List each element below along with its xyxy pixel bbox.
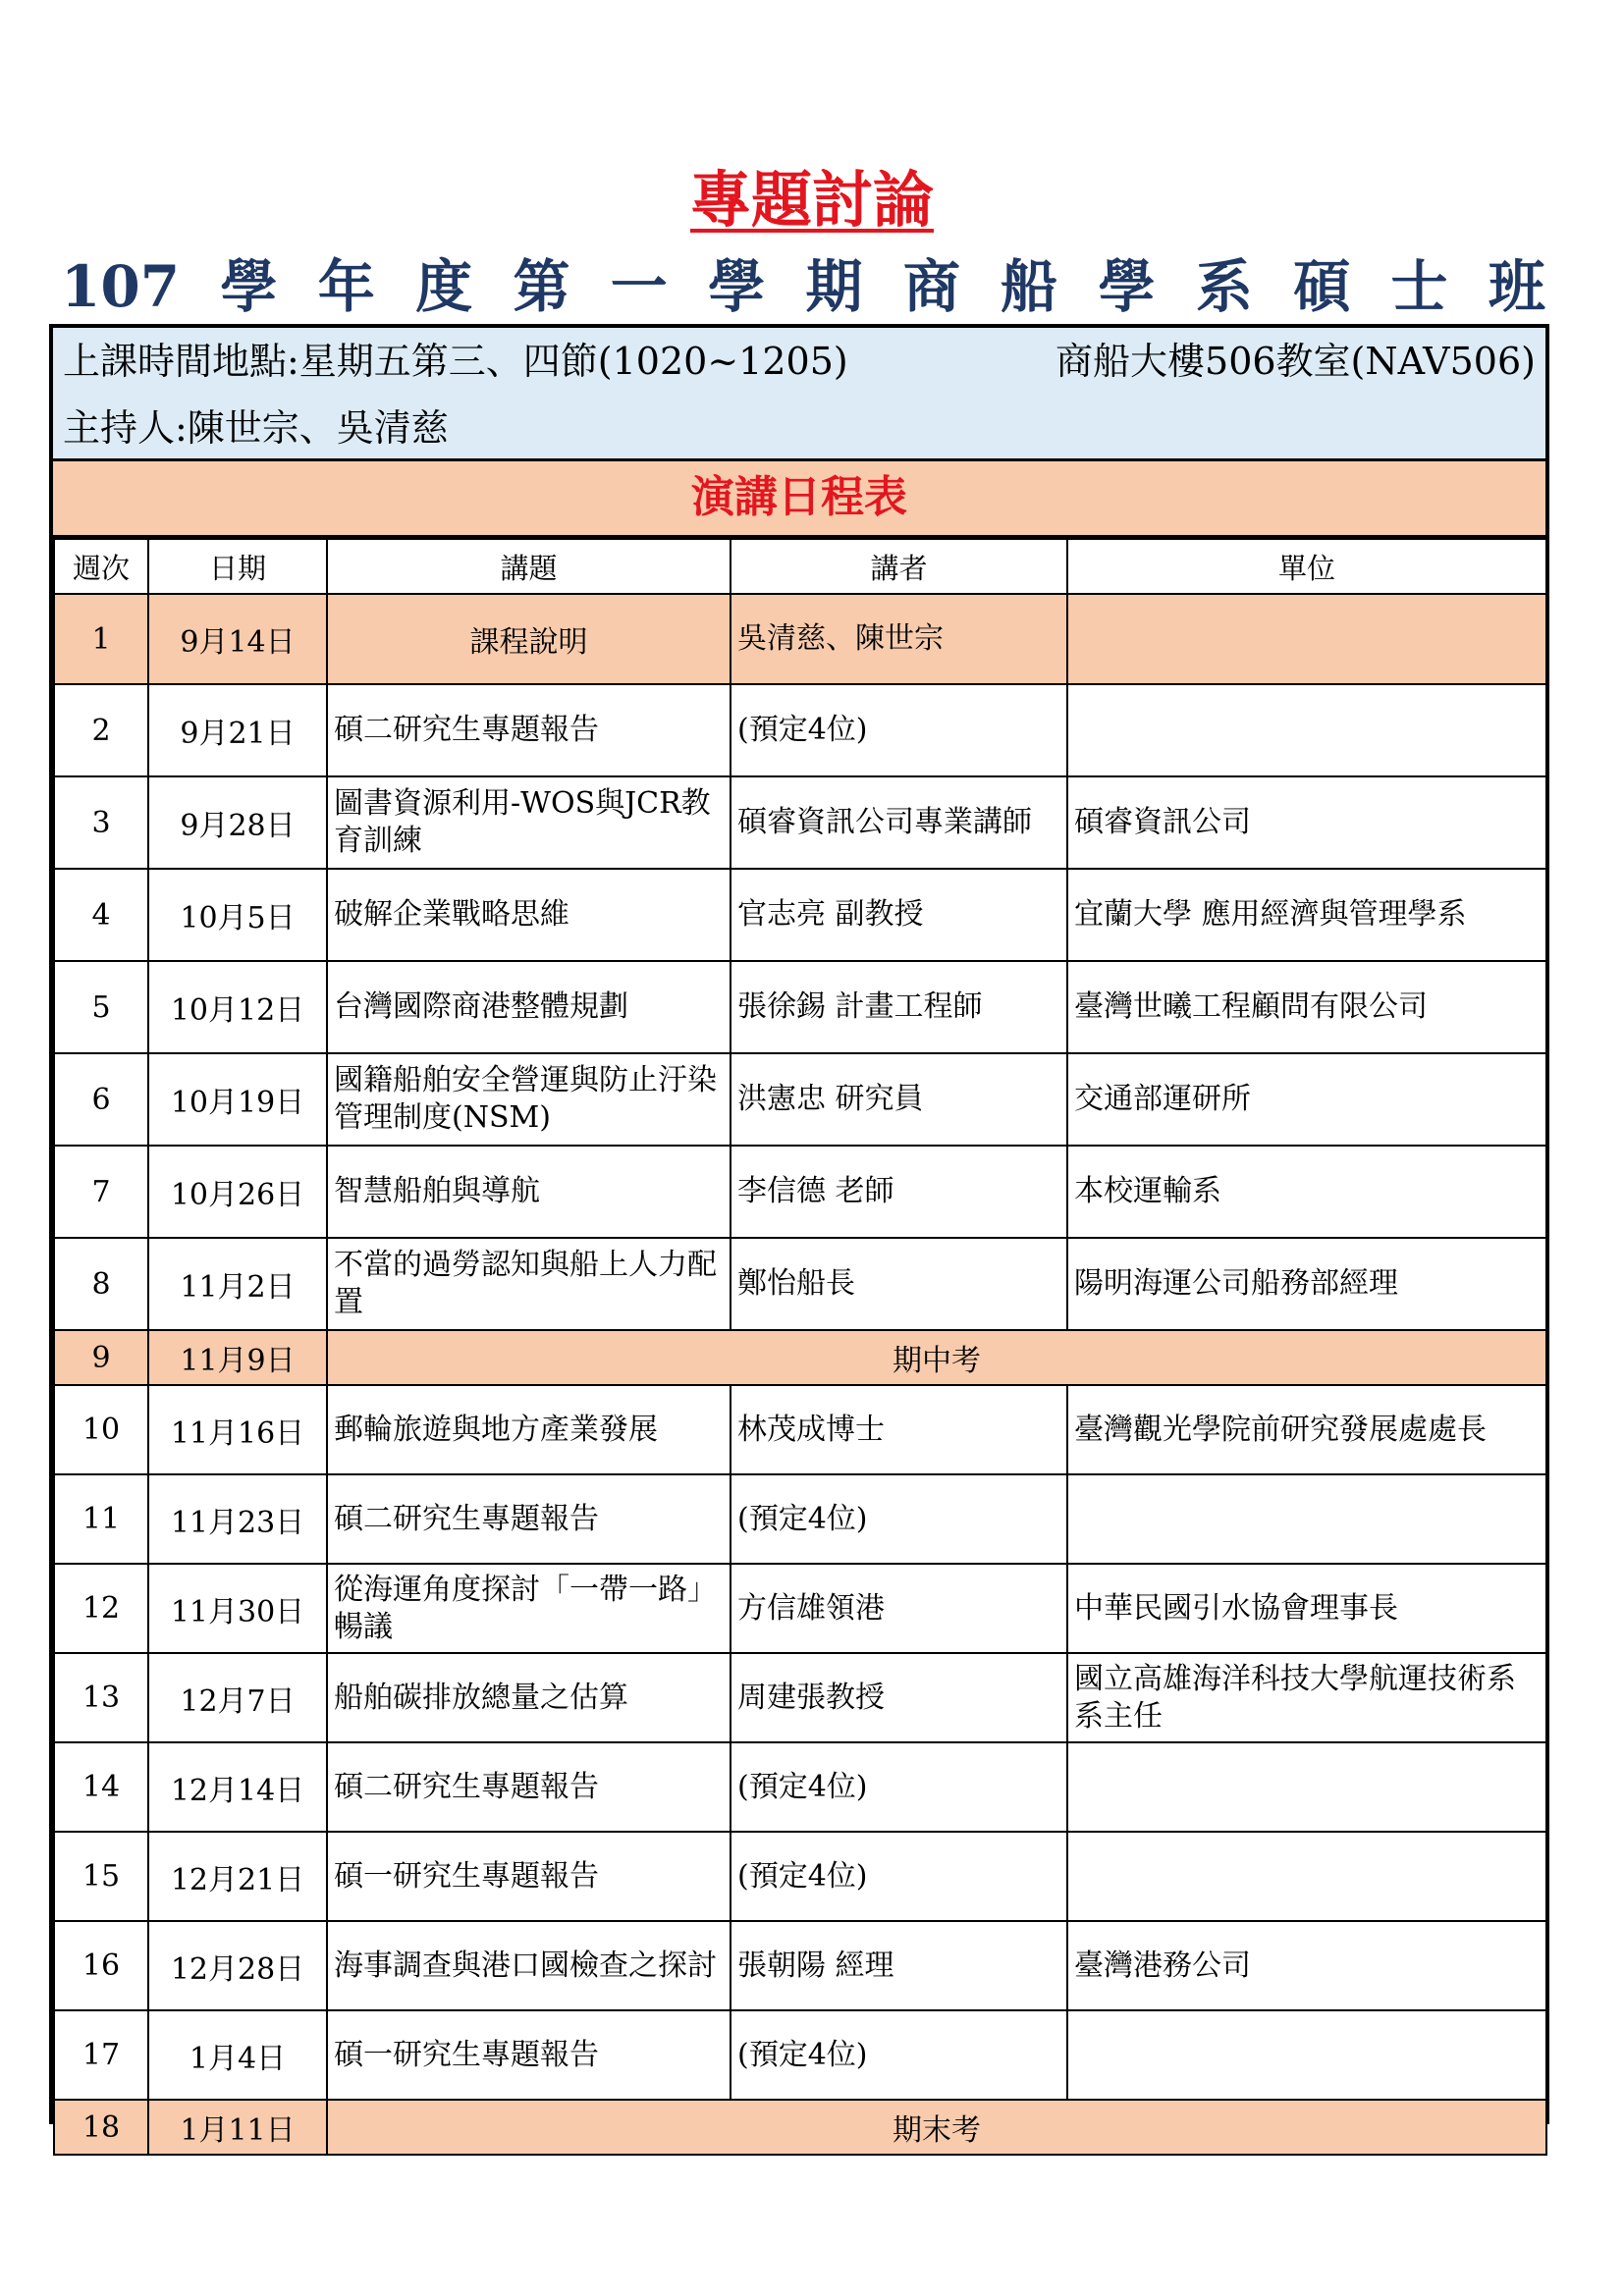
cell-speaker: 洪憲忠 研究員 (731, 1053, 1067, 1146)
table-row (54, 1474, 1546, 1564)
table-row (54, 1832, 1546, 1921)
header-unit: 單位 (1067, 539, 1546, 594)
subtitle-char: 度 (415, 253, 473, 320)
cell-unit: 碩睿資訊公司 (1067, 776, 1546, 869)
cell-date: 11月16日 (148, 1385, 327, 1474)
header-date: 日期 (148, 539, 327, 594)
cell-topic: 智慧船舶與導航 (327, 1146, 731, 1238)
cell-date: 12月7日 (148, 1653, 327, 1742)
cell-date: 10月5日 (148, 869, 327, 961)
cell-date: 12月14日 (148, 1742, 327, 1832)
cell-week: 12 (54, 1564, 148, 1653)
cell-topic: 碩二研究生專題報告 (327, 684, 731, 776)
subtitle-char: 碩 (1293, 253, 1351, 320)
cell-date: 11月23日 (148, 1474, 327, 1564)
cell-speaker: 周建張教授 (731, 1653, 1067, 1742)
room: 商船大樓506教室(NAV506) (1056, 340, 1536, 383)
table-row (54, 594, 1546, 684)
cell-topic: 海事調查與港口國檢查之探討 (327, 1921, 731, 2010)
subtitle-char: 學 (1098, 253, 1156, 320)
cell-week: 6 (54, 1053, 148, 1146)
cell-week: 5 (54, 961, 148, 1053)
table-row (54, 1921, 1546, 2010)
table-row (54, 2010, 1546, 2100)
table-row (54, 684, 1546, 776)
cell-week: 10 (54, 1385, 148, 1474)
cell-date: 12月28日 (148, 1921, 327, 2010)
cell-topic: 碩二研究生專題報告 (327, 1474, 731, 1564)
cell-speaker: (預定4位) (731, 1742, 1067, 1832)
cell-speaker: 方信雄領港 (731, 1564, 1067, 1653)
header-topic: 講題 (327, 539, 731, 594)
subtitle-char: 一 (610, 253, 668, 320)
cell-exam: 期末考 (327, 2100, 1546, 2155)
cell-date: 11月2日 (148, 1238, 327, 1330)
cell-exam: 期中考 (327, 1330, 1546, 1385)
cell-unit: 臺灣港務公司 (1067, 1921, 1546, 2010)
subtitle-char: 商 (902, 253, 960, 320)
subtitle-char: 船 (1001, 253, 1058, 320)
table-row (54, 961, 1546, 1053)
cell-date: 1月4日 (148, 2010, 327, 2100)
cell-topic: 圖書資源利用-WOS與JCR教育訓練 (327, 776, 731, 869)
subtitle-char: 班 (1488, 253, 1545, 320)
cell-week: 16 (54, 1921, 148, 2010)
header-speaker: 講者 (731, 539, 1067, 594)
table-header (54, 539, 1546, 594)
cell-topic: 不當的過勞認知與船上人力配置 (327, 1238, 731, 1330)
time-place: 上課時間地點:星期五第三、四節(1020~1205) (63, 340, 848, 383)
cell-week: 13 (54, 1653, 148, 1742)
cell-speaker: (預定4位) (731, 684, 1067, 776)
cell-date: 10月19日 (148, 1053, 327, 1146)
cell-date: 12月21日 (148, 1832, 327, 1921)
schedule-table (53, 538, 1547, 2156)
cell-week: 7 (54, 1146, 148, 1238)
subtitle-char: 年 (317, 253, 375, 320)
hosts: 主持人:陳世宗、吳清慈 (63, 406, 449, 450)
cell-speaker: (預定4位) (731, 1474, 1067, 1564)
cell-week: 15 (54, 1832, 148, 1921)
cell-date: 10月26日 (148, 1146, 327, 1238)
cell-unit (1067, 684, 1546, 776)
cell-week: 1 (54, 594, 148, 684)
cell-unit: 陽明海運公司船務部經理 (1067, 1238, 1546, 1330)
cell-speaker: 吳清慈、陳世宗 (731, 594, 1067, 684)
cell-speaker: 林茂成博士 (731, 1385, 1067, 1474)
cell-topic: 國籍船舶安全營運與防止汙染管理制度(NSM) (327, 1053, 731, 1146)
course-info (53, 328, 1545, 461)
cell-speaker: (預定4位) (731, 1832, 1067, 1921)
subtitle-char: 107 (61, 253, 181, 320)
cell-topic: 碩一研究生專題報告 (327, 1832, 731, 1921)
page-subtitle (61, 247, 1545, 326)
subtitle-char: 士 (1390, 253, 1448, 320)
table-row (54, 2100, 1546, 2155)
cell-speaker: 碩睿資訊公司專業講師 (731, 776, 1067, 869)
cell-date: 9月14日 (148, 594, 327, 684)
cell-speaker: 李信德 老師 (731, 1146, 1067, 1238)
subtitle-char: 系 (1195, 253, 1253, 320)
cell-topic: 郵輪旅遊與地方產業發展 (327, 1385, 731, 1474)
cell-unit (1067, 1742, 1546, 1832)
cell-topic: 課程說明 (327, 594, 731, 684)
cell-date: 9月28日 (148, 776, 327, 869)
table-row (54, 1238, 1546, 1330)
cell-week: 18 (54, 2100, 148, 2155)
table-row (54, 1653, 1546, 1742)
cell-unit: 臺灣觀光學院前研究發展處處長 (1067, 1385, 1546, 1474)
subtitle-char: 期 (805, 253, 863, 320)
cell-unit: 宜蘭大學 應用經濟與管理學系 (1067, 869, 1546, 961)
table-row (54, 869, 1546, 961)
subtitle-char: 第 (513, 253, 570, 320)
table-row (54, 1564, 1546, 1653)
cell-date: 9月21日 (148, 684, 327, 776)
table-row (54, 1742, 1546, 1832)
cell-week: 4 (54, 869, 148, 961)
cell-unit: 臺灣世曦工程顧問有限公司 (1067, 961, 1546, 1053)
table-row (54, 1330, 1546, 1385)
table-row (54, 1146, 1546, 1238)
cell-week: 11 (54, 1474, 148, 1564)
schedule-title: 演講日程表 (53, 461, 1545, 538)
cell-speaker: 鄭怡船長 (731, 1238, 1067, 1330)
cell-date: 11月9日 (148, 1330, 327, 1385)
cell-speaker: 張朝陽 經理 (731, 1921, 1067, 2010)
cell-unit (1067, 1474, 1546, 1564)
table-row (54, 1385, 1546, 1474)
cell-week: 14 (54, 1742, 148, 1832)
subtitle-char: 學 (220, 253, 278, 320)
cell-speaker: 官志亮 副教授 (731, 869, 1067, 961)
cell-unit (1067, 1832, 1546, 1921)
cell-speaker: (預定4位) (731, 2010, 1067, 2100)
table-row (54, 1053, 1546, 1146)
cell-topic: 船舶碳排放總量之估算 (327, 1653, 731, 1742)
cell-week: 2 (54, 684, 148, 776)
header-week: 週次 (54, 539, 148, 594)
cell-topic: 從海運角度探討「一帶一路」暢議 (327, 1564, 731, 1653)
cell-week: 3 (54, 776, 148, 869)
cell-date: 1月11日 (148, 2100, 327, 2155)
cell-date: 11月30日 (148, 1564, 327, 1653)
cell-topic: 破解企業戰略思維 (327, 869, 731, 961)
cell-speaker: 張徐錫 計畫工程師 (731, 961, 1067, 1053)
cell-week: 17 (54, 2010, 148, 2100)
cell-topic: 碩一研究生專題報告 (327, 2010, 731, 2100)
cell-week: 9 (54, 1330, 148, 1385)
page-title: 專題討論 (689, 164, 934, 236)
subtitle-char: 學 (708, 253, 766, 320)
cell-topic: 碩二研究生專題報告 (327, 1742, 731, 1832)
cell-unit (1067, 594, 1546, 684)
cell-date: 10月12日 (148, 961, 327, 1053)
cell-unit (1067, 2010, 1546, 2100)
cell-unit: 本校運輸系 (1067, 1146, 1546, 1238)
cell-topic: 台灣國際商港整體規劃 (327, 961, 731, 1053)
schedule-frame (49, 324, 1549, 2148)
cell-unit: 中華民國引水協會理事長 (1067, 1564, 1546, 1653)
cell-unit: 交通部運研所 (1067, 1053, 1546, 1146)
cell-week: 8 (54, 1238, 148, 1330)
table-row (54, 776, 1546, 869)
cell-unit: 國立高雄海洋科技大學航運技術系系主任 (1067, 1653, 1546, 1742)
